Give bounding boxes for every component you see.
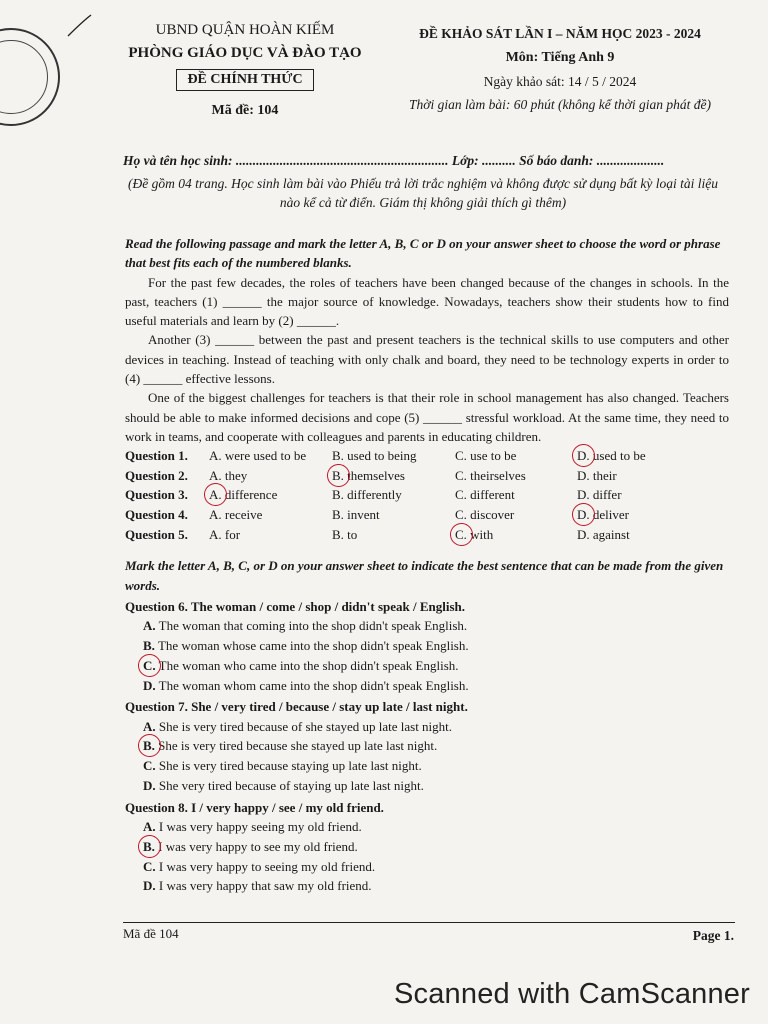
question-label: Question 3. [125,487,188,503]
section1-instruction: Read the following passage and mark the letter A, B, C or D on your answer sheet to choose the word or phrase that best fits each of the numbered blanks. [125,236,721,271]
page-number: Page 1. [692,928,734,943]
pen-stroke-icon [64,12,94,40]
marked-answer: C. with [455,525,493,544]
choice-letter: B. [143,637,155,653]
option-text: C. different [455,487,515,503]
option-text: B. to [332,526,358,542]
answer-choice[interactable] [125,876,729,896]
exam-subject: Môn: Tiếng Anh 9 [505,50,615,65]
exam-body [125,234,729,896]
question-label: Question 1. [125,448,188,464]
choice-text: The woman who came into the shop didn't speak English. [158,657,459,673]
header-left [120,22,370,119]
choice-letter: A. [143,718,156,734]
section2-instruction: Mark the letter A, B, C, or D on your answer sheet to indicate the best sentence that can be made from the given words. [125,558,724,593]
question-row [125,525,729,545]
option-text: D. differ [577,487,622,503]
option-c[interactable] [455,446,577,466]
answer-choice[interactable] [125,756,729,776]
choice-letter: C. [143,858,156,874]
option-a[interactable] [209,466,332,486]
choice-letter: D. [143,778,156,793]
choice-letter: D. [143,677,156,693]
choice-letter: A. [143,819,156,835]
official-seal-icon [0,28,60,126]
question-label: Question 4. [125,507,188,523]
choice-text: She very tired because of staying up late last night. [158,778,424,793]
option-text: B. invent [332,507,380,523]
question-stem: Question 7. She / very tired / because / stay up late / last night. [125,699,468,715]
option-text: C. discover [455,507,515,523]
marked-answer: A. difference [209,485,277,504]
choice-letter: D. [143,878,156,894]
choice-text: She is very tired because of she stayed up late last night. [158,718,453,734]
option-text: A. receive [209,507,263,523]
passage-paragraph: Another (3) ______ between the past and present teachers is the technical skills to use computers and other devices in teaching. Instead of teaching with only chalk and board, they need to be technology experts in order to (4) ______ effective lessons. [125,332,729,387]
footer-divider [123,922,735,923]
choice-text: The woman whom came into the shop didn't speak English. [158,677,469,693]
answer-choice[interactable] [125,717,729,737]
option-a[interactable] [209,446,332,466]
scanner-watermark: Scanned with CamScanner [393,978,750,1010]
option-c[interactable] [455,505,577,525]
option-d[interactable] [577,505,729,525]
option-d[interactable] [577,525,729,545]
official-label: ĐỀ CHÍNH THỨC [176,69,313,91]
exam-date: Ngày khảo sát: 14 / 5 / 2024 [483,74,637,89]
footer-exam-code: Mã đề 104 [123,926,179,941]
exam-title: ĐỀ KHẢO SÁT LẦN I – NĂM HỌC 2023 - 2024 [419,26,701,41]
exam-note: (Đề gồm 04 trang. Học sinh làm bài vào Phiếu trả lời trắc nghiệm và không được sử dụng bất kỳ loại tài liệu nào kể cả từ điển. Giám thị không giải thích gì thêm) [127,176,719,210]
question-row [125,505,729,525]
option-d[interactable] [577,446,729,466]
passage-paragraph: One of the biggest challenges for teachers is that their role in school management has also changed. Teachers should be able to make informed decisions and cope (5) ______ stressful workload. At the same time, they need to work in teams, and cooperate with colleagues and parents in educating children. [125,390,729,444]
option-c[interactable] [455,525,577,545]
marked-answer: B. [143,837,155,856]
answer-choice[interactable] [125,736,729,756]
option-text: B. differently [332,487,402,503]
marked-answer: B. themselves [332,466,405,485]
option-d[interactable] [577,485,729,505]
choice-text: The woman that coming into the shop didn't speak English. [158,618,468,634]
answer-choice[interactable] [125,776,729,796]
answer-choice[interactable] [125,817,729,837]
option-b[interactable] [332,466,455,486]
answer-choice[interactable] [125,656,729,676]
question-stem: Question 8. I / very happy / see / my old friend. [125,799,384,815]
option-a[interactable] [209,525,332,545]
choice-text: I was very happy seeing my old friend. [158,819,362,835]
district-name: UBND QUẬN HOÀN KIẾM [155,22,335,38]
option-a[interactable] [209,505,332,525]
question-label: Question 2. [125,467,188,483]
choice-text: I was very happy to seeing my old friend. [158,858,376,874]
option-b[interactable] [332,485,455,505]
choice-text: I was very happy that saw my old friend. [158,878,372,894]
marked-answer: D. used to be [577,446,646,465]
header-right [385,26,735,113]
question-row [125,446,729,466]
question-row [125,485,729,505]
option-b[interactable] [332,525,455,545]
option-text: A. were used to be [209,448,307,464]
choice-text: She is very tired because she stayed up late last night. [158,738,438,754]
choice-text: She is very tired because staying up late last night. [158,758,422,774]
department-name: PHÒNG GIÁO DỤC VÀ ĐÀO TẠO [128,45,362,61]
marked-answer: D. deliver [577,505,629,524]
answer-choice[interactable] [125,676,729,696]
answer-choice[interactable] [125,857,729,877]
choice-text: I was very happy to see my old friend. [158,838,358,854]
option-text: A. for [209,526,241,542]
answer-choice[interactable] [125,837,729,857]
marked-answer: B. [143,736,155,755]
choice-text: The woman whose came into the shop didn't speak English. [157,637,469,653]
option-text: A. they [209,467,248,483]
option-a[interactable] [209,485,332,505]
exam-code: Mã đề: 104 [211,103,279,118]
marked-answer: C. [143,656,156,675]
option-text: C. theirselves [455,467,526,483]
option-c[interactable] [455,466,577,486]
choice-letter: A. [143,618,156,634]
passage-paragraph: For the past few decades, the roles of teachers have been changed because of the changes in schools. In the past, teachers (1) ______ the major source of knowledge. Nowadays, teachers show their students how to find useful materials and learn by (2) ______. [125,274,729,329]
option-c[interactable] [455,485,577,505]
options-table [125,446,729,544]
question-label: Question 5. [125,526,188,542]
student-info [123,153,723,212]
answer-choice[interactable] [125,616,729,636]
question-stem: Question 6. The woman / come / shop / didn't speak / English. [125,598,466,614]
option-text: D. against [577,526,630,542]
option-d[interactable] [577,466,729,486]
option-b[interactable] [332,446,455,466]
answer-choice[interactable] [125,636,729,656]
exam-time: Thời gian làm bài: 60 phút (không kể thời gian phát đề) [408,97,711,112]
student-info-line: Họ và tên học sinh: ............................................................... Lớp: .......... Số báo danh: .................... [123,153,665,168]
option-text: B. used to being [332,448,417,464]
option-text: C. use to be [455,448,517,464]
option-text: D. their [577,467,617,483]
option-b[interactable] [332,505,455,525]
choice-letter: C. [143,758,156,774]
